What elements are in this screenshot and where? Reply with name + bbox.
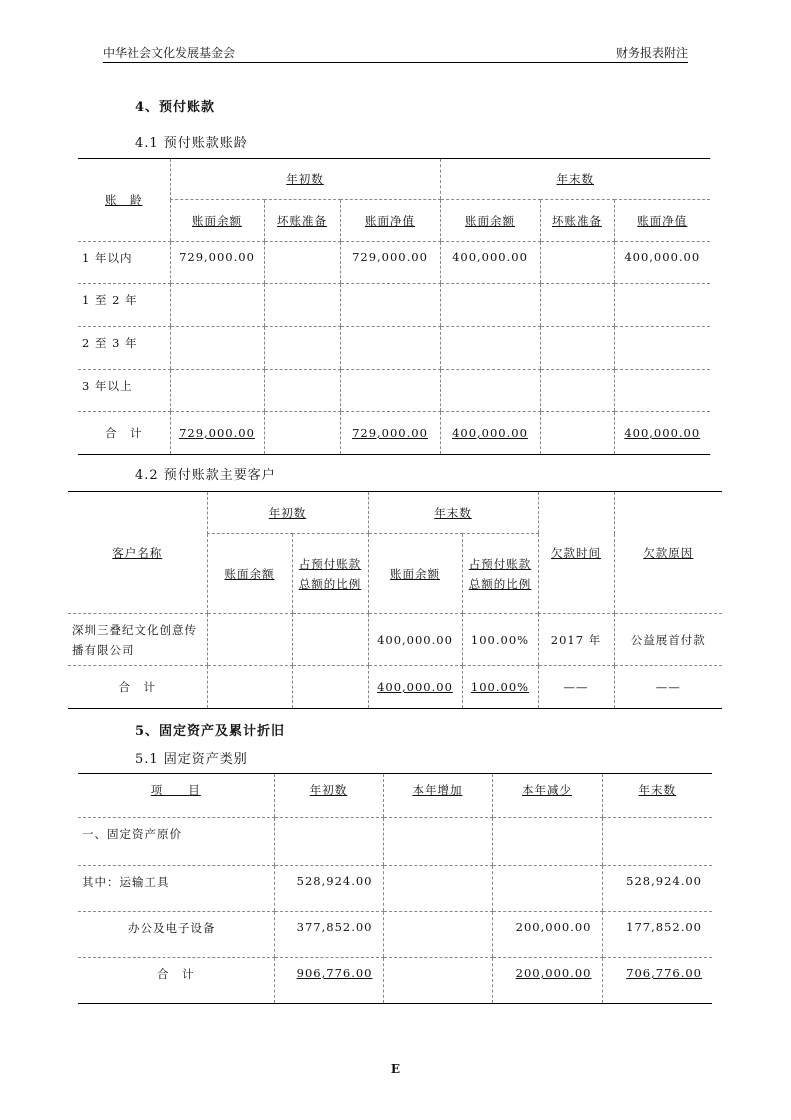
table-row: 3 年以上 (78, 370, 710, 412)
total-row: 合 计 729,000.00 729,000.00 400,000.00 400,000.00 (78, 412, 710, 455)
table-row: 2 至 3 年 (78, 327, 710, 370)
begin-header: 年初数 (170, 159, 440, 200)
reason-header: 欠款原因 (614, 492, 722, 614)
total-row: 合 计 906,776.00 200,000.00 706,776.00 (78, 958, 712, 1004)
col-header: 本年增加 (383, 774, 492, 818)
table-row: 一、固定资产原价 (78, 818, 712, 866)
page-number: E (390, 1062, 401, 1076)
col-header: 账面余额 (207, 534, 292, 614)
begin-header: 年初数 (207, 492, 368, 534)
col-header: 账面余额 (170, 200, 264, 242)
col-header: 坏账准备 (264, 200, 340, 242)
table-row: 深圳三叠纪文化创意传播有限公司 400,000.00 100.00% 2017 年 公益展首付款 (68, 614, 722, 666)
fixed-asset-table (78, 773, 712, 1004)
col-header: 账面净值 (340, 200, 440, 242)
col-header: 本年减少 (492, 774, 602, 818)
section-4-title: 4、预付账款 (135, 100, 216, 115)
table-row: 1 年以内 729,000.00 729,000.00 400,000.00 400,000.00 (78, 242, 710, 284)
col-header: 占预付账款总额的比例 (292, 534, 368, 614)
section-4-2-title: 4.2 预付账款主要客户 (135, 468, 276, 483)
col-header: 账面净值 (614, 200, 710, 242)
doc-title: 财务报表附注 (615, 46, 688, 60)
customer-table (68, 491, 722, 709)
total-row: 合 计 400,000.00 100.00% —— —— (68, 666, 722, 709)
aging-header: 账 龄 (78, 159, 170, 242)
section-4-1-title: 4.1 预付账款账龄 (135, 136, 248, 151)
end-header: 年末数 (440, 159, 710, 200)
table-row: 其中：运输工具 528,924.00 528,924.00 (78, 866, 712, 912)
col-header: 年初数 (274, 774, 383, 818)
section-5-title: 5、固定资产及累计折旧 (135, 724, 286, 739)
table-row: 1 至 2 年 (78, 284, 710, 327)
end-header: 年末数 (368, 492, 538, 534)
aging-table (78, 158, 710, 455)
table-row: 办公及电子设备 377,852.00 200,000.00 177,852.00 (78, 912, 712, 958)
col-header: 账面余额 (368, 534, 462, 614)
item-header: 项 目 (78, 774, 274, 818)
org-name: 中华社会文化发展基金会 (103, 46, 236, 60)
name-header: 客户名称 (68, 492, 207, 614)
col-header: 占预付账款总额的比例 (462, 534, 538, 614)
page-header (103, 44, 688, 63)
col-header: 账面余额 (440, 200, 540, 242)
col-header: 年末数 (602, 774, 712, 818)
time-header: 欠款时间 (538, 492, 614, 614)
col-header: 坏账准备 (540, 200, 614, 242)
section-5-1-title: 5.1 固定资产类别 (135, 752, 248, 767)
